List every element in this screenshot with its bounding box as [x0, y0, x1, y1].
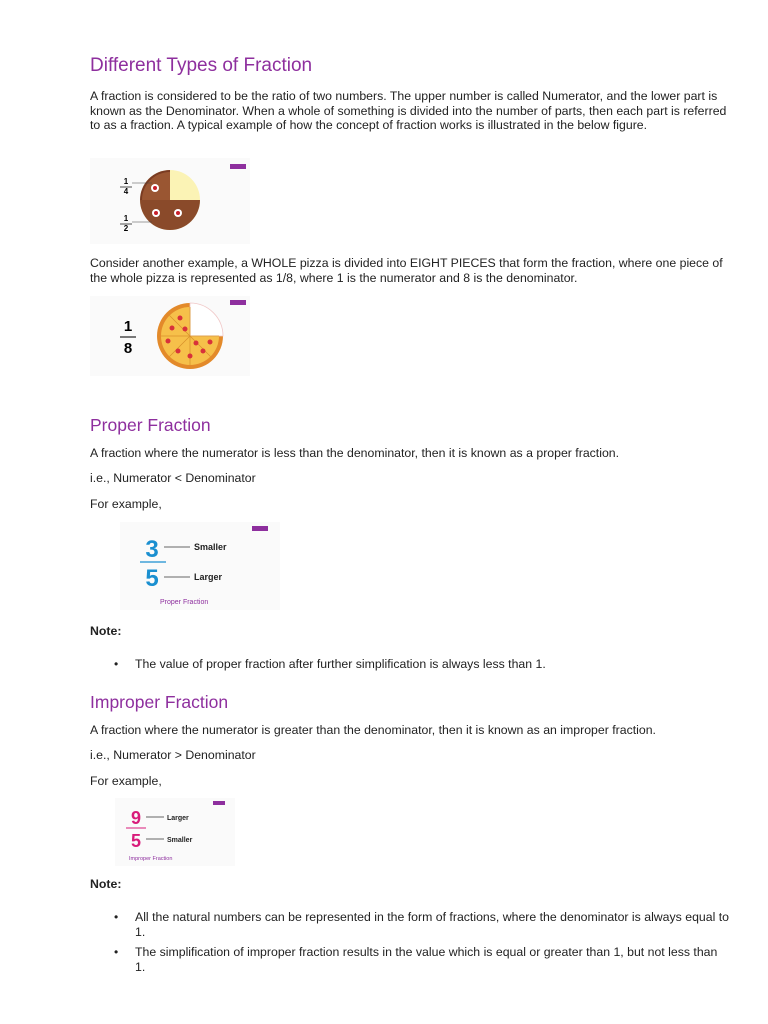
- pizza-denominator: 8: [123, 340, 133, 357]
- improper-fraction-figure: [115, 798, 235, 866]
- proper-numerator: 3: [145, 536, 159, 563]
- improper-fraction-heading: Improper Fraction: [90, 692, 229, 712]
- page-title: Different Types of Fraction: [90, 55, 313, 76]
- proper-notes-list: [90, 657, 730, 678]
- list-item: • The simplification of improper fraction results in the value which is equal or greater than 1, but not less than 1.: [114, 945, 718, 974]
- list-item: • All the natural numbers can be represented in the form of fractions, where the denominator is always equal to 1.: [114, 910, 729, 939]
- proper-relation: i.e., Numerator < Denominator: [90, 471, 256, 485]
- proper-denominator: 5: [145, 565, 159, 592]
- cake-bottom-numerator: 1: [123, 214, 129, 223]
- publisher-logo: [252, 526, 268, 531]
- improper-relation: i.e., Numerator > Denominator: [90, 748, 256, 762]
- improper-notes-list: [90, 910, 730, 980]
- publisher-logo: [213, 801, 225, 805]
- proper-figure-caption: Proper Fraction: [160, 599, 209, 606]
- pizza-fraction-figure: [90, 296, 250, 376]
- proper-example-label: For example,: [90, 497, 162, 511]
- improper-figure-caption: Improper Fraction: [129, 856, 173, 862]
- proper-fraction-heading: Proper Fraction: [90, 415, 211, 435]
- improper-numerator-label: Larger: [167, 815, 189, 822]
- publisher-logo: [230, 164, 246, 169]
- pizza-paragraph: Consider another example, a WHOLE pizza is divided into EIGHT PIECES that form the fraction, where one piece of the whole pizza is represented as 1/8, where 1 is the numerator and 8 is the denominator.: [90, 256, 723, 285]
- proper-note-label: Note:: [90, 624, 122, 638]
- cake-top-numerator: 1: [123, 177, 129, 186]
- improper-denominator: 5: [130, 831, 142, 851]
- cake-fraction-figure: [90, 158, 250, 244]
- improper-denominator-label: Smaller: [167, 837, 193, 844]
- proper-numerator-label: Smaller: [194, 542, 227, 552]
- publisher-logo: [230, 300, 246, 305]
- improper-example-label: For example,: [90, 774, 162, 788]
- improper-definition: A fraction where the numerator is greater than the denominator, then it is known as an improper fraction.: [90, 723, 656, 737]
- cake-bottom-denominator: 2: [123, 224, 129, 233]
- intro-paragraph: A fraction is considered to be the ratio of two numbers. The upper number is called Numerator, and the lower part is known as the Denominator. When a whole of something is divided into the number of parts, then each part is referred to as a fraction. A typical example of how the concept of fraction works is illustrated in the below figure.: [90, 89, 727, 132]
- proper-fraction-figure: [120, 522, 280, 610]
- improper-note-label: Note:: [90, 877, 122, 891]
- improper-numerator: 9: [130, 808, 142, 828]
- cake-top-denominator: 4: [123, 187, 129, 196]
- pizza-numerator: 1: [123, 318, 133, 335]
- proper-definition: A fraction where the numerator is less than the denominator, then it is known as a proper fraction.: [90, 446, 620, 460]
- list-item: • The value of proper fraction after further simplification is always less than 1.: [114, 657, 546, 671]
- proper-denominator-label: Larger: [194, 572, 223, 582]
